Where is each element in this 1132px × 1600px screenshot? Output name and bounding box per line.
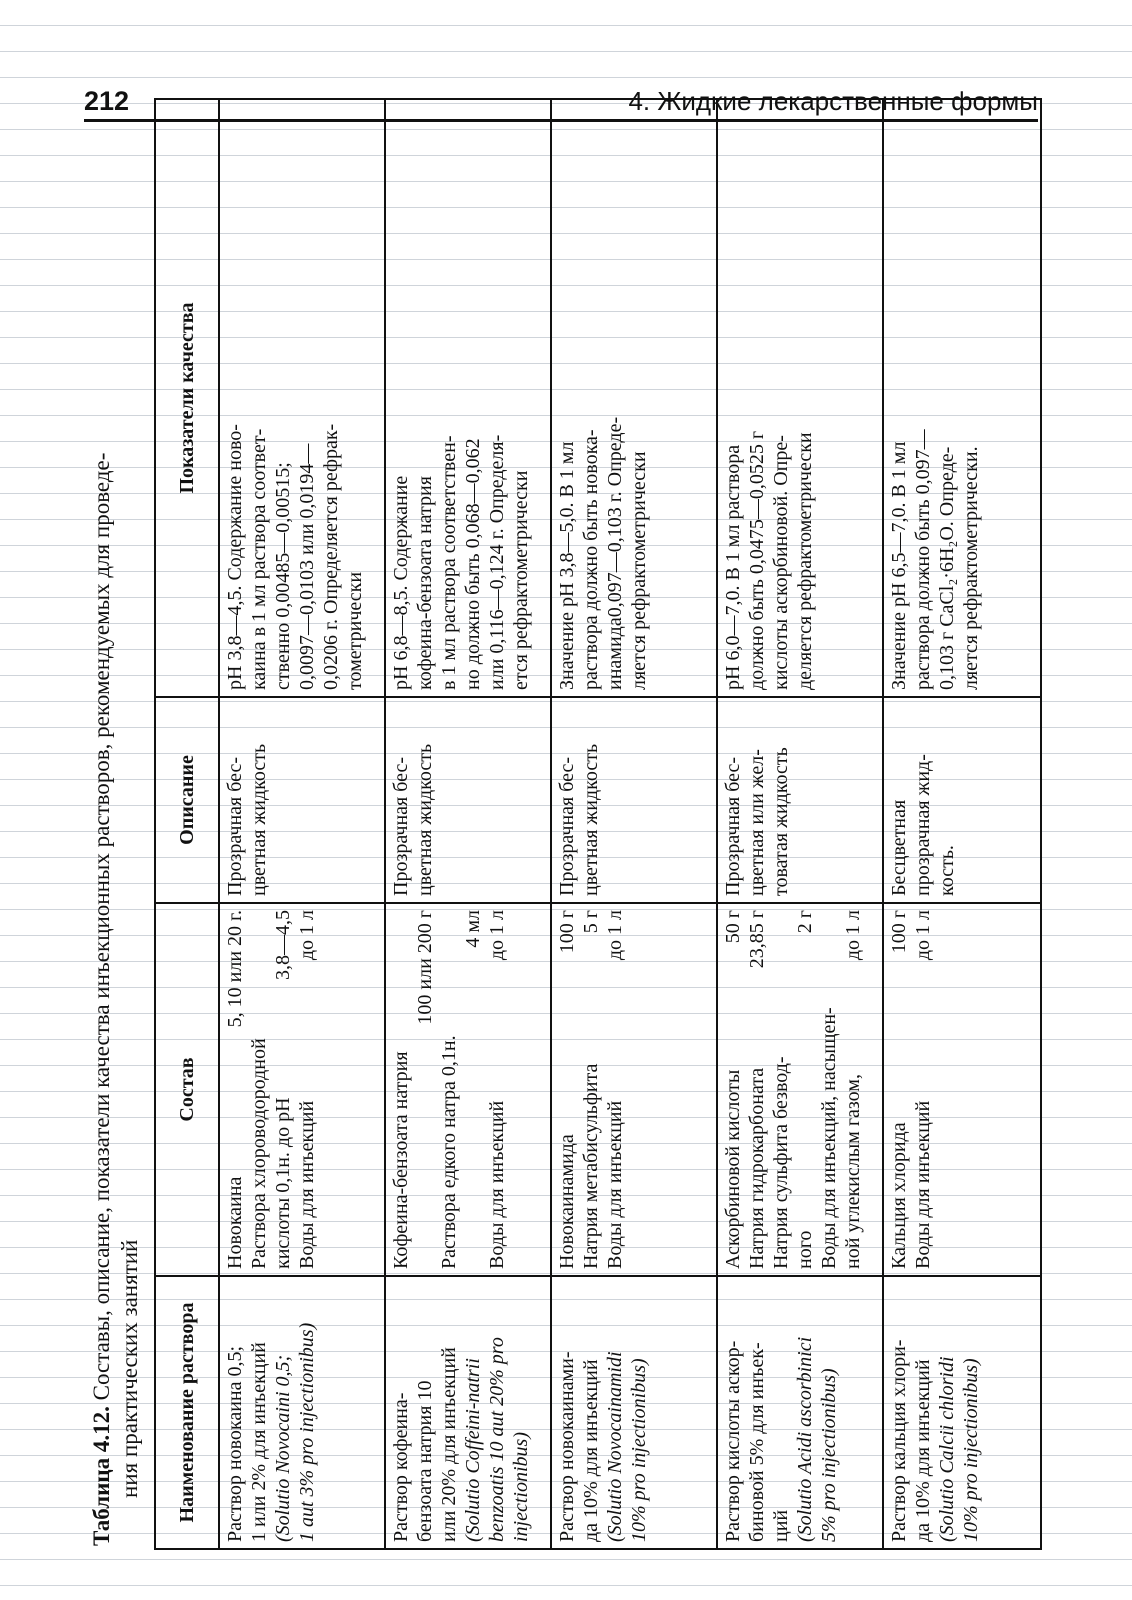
ingredient-name: Раствора хлороводородной [248, 1038, 270, 1269]
description-line: прозрачная жид- [912, 754, 934, 896]
ingredient-name: Кальция хлорида [888, 1122, 910, 1269]
description-line: цветная или жел- [746, 749, 768, 896]
ingredient-name: ной углекислым газом, [842, 1074, 864, 1269]
solution-name-line: Раствор новокаинами- [556, 1351, 578, 1542]
ingredient-quantity: до 1 л [912, 910, 934, 961]
ingredient-name: Новокаина [224, 1176, 246, 1269]
latin-name-line: (Solutio Novocainamidi [604, 1351, 626, 1542]
table-row [717, 99, 883, 1549]
cell-quality [219, 99, 385, 697]
quality-line: кислоты аскорбиновой. Опре- [770, 435, 792, 690]
solution-name-line: Раствор кальция хлори- [888, 1339, 910, 1542]
latin-name-line: 5% pro injectionibus) [818, 1368, 840, 1542]
composition-line [223, 910, 247, 1269]
ingredient-quantity: 50 г [722, 910, 744, 944]
quality-line: Значение рН 3,8—5,0. В 1 мл [556, 441, 578, 690]
ingredient-name: Новокаинамида [556, 1134, 578, 1269]
page-number: 212 [84, 86, 130, 116]
caption-line-2: ния практических занятий [117, 1239, 142, 1498]
table-caption [88, 100, 154, 1550]
description-line: Бесцветная [888, 799, 910, 896]
description-line: цветная жидкость [580, 743, 602, 896]
composition-line [745, 910, 769, 1269]
quality-line: Значение рН 6,5—7,0. В 1 мл [888, 441, 910, 690]
table-header-row [155, 99, 219, 1549]
table-row [385, 99, 551, 1549]
table-row [551, 99, 717, 1549]
quality-line: ляется рефрактометрически. [960, 446, 982, 690]
latin-name-line: (Solutio Coffeini-natrii [462, 1358, 484, 1542]
cell-solution-name [219, 1276, 385, 1549]
ingredient-name: Воды для инъекций, насыщен- [818, 1007, 840, 1269]
header-name: Наименование раствора [155, 1276, 219, 1549]
cell-quality [551, 99, 717, 697]
composition-line [555, 910, 579, 1269]
cell-description [717, 697, 883, 903]
ingredient-quantity: 3,8—4,5 [272, 910, 294, 980]
ingredient-name: Аскорбиновой кислоты [722, 1069, 744, 1269]
cell-solution-name [883, 1276, 1041, 1549]
ingredient-name: Натрия метабисульфита [580, 1063, 602, 1269]
composition-line [887, 910, 911, 1269]
quality-line: ляется рефрактометрически [628, 451, 650, 690]
quality-line: 0,0097—0,0103 или 0,0194— [296, 443, 318, 690]
ingredient-name: кислоты 0,1н. до рН [272, 1097, 294, 1269]
ingredient-quantity: 100 г [888, 910, 910, 954]
description-line: Прозрачная бес- [224, 756, 246, 896]
quality-line: рН 3,8—4,5. Содержание ново- [224, 424, 246, 690]
description-line: Прозрачная бес- [390, 756, 412, 896]
description-line: кость. [936, 845, 958, 896]
composition-line [603, 910, 627, 1269]
caption-label: Таблица 4.12. [89, 1406, 114, 1546]
quality-line: должно быть 0,0475—0,0525 г [746, 430, 768, 690]
quality-line: деляется рефрактометрически [794, 432, 816, 690]
ingredient-quantity: до 1 л [486, 910, 508, 961]
cell-solution-name [551, 1276, 717, 1549]
latin-name-line: (Solutio Acidi ascorbinici [794, 1336, 816, 1542]
composition-line [485, 910, 509, 1269]
ingredient-quantity: 5 г [580, 910, 602, 934]
cell-composition [883, 903, 1041, 1276]
ingredient-quantity: 100 г [556, 910, 578, 954]
cell-composition [219, 903, 385, 1276]
composition-line [721, 910, 745, 1269]
cell-solution-name [385, 1276, 551, 1549]
latin-name-line: 10% pro injectionibus) [960, 1358, 982, 1542]
description-line: товатая жидкость [770, 747, 792, 896]
ingredient-quantity: 100 или 200 г [414, 910, 436, 1025]
cell-solution-name [717, 1276, 883, 1549]
description-line: цветная жидкость [414, 743, 436, 896]
composition-line [271, 910, 295, 1269]
ingredient-name: ного [794, 1230, 816, 1269]
ingredient-quantity: 23,85 г [746, 910, 768, 969]
ingredient-quantity: 5, 10 или 20 г. [224, 910, 246, 1028]
quality-line: ственно 0,00485—0,00515; [272, 462, 294, 690]
chapter-title: 4. Жидкие лекарственные формы [628, 86, 1038, 116]
composition-line [841, 910, 865, 1269]
header-composition: Состав [155, 903, 219, 1276]
solution-name-line: 1 или 2% для инъекций [248, 1342, 270, 1542]
table-row [219, 99, 385, 1549]
quality-line: раствора должно быть 0,097— [912, 429, 934, 690]
cell-quality [385, 99, 551, 697]
quality-line: кофеина-бензоата натрия [414, 476, 436, 690]
header-description: Описание [155, 697, 219, 903]
latin-name-line: 1 aut 3% pro injectionibus) [296, 1322, 318, 1542]
solution-name-line: Раствор кофеина- [390, 1392, 412, 1542]
solution-name-line: Раствор новокаина 0,5; [224, 1345, 246, 1542]
cell-description [883, 697, 1041, 903]
cell-composition [385, 903, 551, 1276]
quality-line: 0,103 г CaCl₂·6H₂O. Опреде- [936, 446, 958, 690]
solution-name-line: ций [770, 1509, 792, 1542]
ingredient-name: Воды для инъекций [296, 1100, 318, 1269]
solution-name-line: или 20% для инъекций [438, 1347, 460, 1542]
latin-name-line: 10% pro injectionibus) [628, 1358, 650, 1542]
cell-composition [551, 903, 717, 1276]
latin-name-line: injectionibus) [510, 1432, 532, 1542]
ingredient-quantity: до 1 л [604, 910, 626, 961]
ingredient-name: Натрия сульфита безвод- [770, 1056, 792, 1269]
cell-description [219, 697, 385, 903]
cell-quality [717, 99, 883, 697]
quality-line: инамида0,097—0,103 г. Опреде- [604, 416, 626, 690]
description-line: Прозрачная бес- [556, 756, 578, 896]
solutions-table [154, 98, 1042, 1550]
header-quality: Показатели качества [155, 99, 219, 697]
solution-name-line: да 10% для инъекций [580, 1359, 602, 1542]
solution-name-line: бензоата натрия 10 [414, 1380, 436, 1542]
quality-line: или 0,116—0,124 г. Определя- [486, 434, 508, 690]
quality-line: но должно быть 0,068—0,062 [462, 438, 484, 690]
ingredient-name: Воды для инъекций [912, 1100, 934, 1269]
quality-line: тометрически [344, 571, 366, 690]
cell-composition [717, 903, 883, 1276]
ingredient-name: Натрия гидрокарбоната [746, 1067, 768, 1269]
latin-name-line: (Solutio Calcii chloridi [936, 1356, 958, 1542]
composition-line [295, 910, 319, 1269]
ingredient-name: Раствора едкого натра 0,1н. [438, 1035, 460, 1269]
cell-description [551, 697, 717, 903]
ingredient-quantity: 4 мл [462, 910, 484, 948]
ingredient-name: Воды для инъекций [604, 1100, 626, 1269]
cell-quality [883, 99, 1041, 697]
ingredient-name: Воды для инъекций [486, 1100, 508, 1269]
ingredient-quantity: 2 г [794, 910, 816, 934]
solution-name-line: да 10% для инъекций [912, 1359, 934, 1542]
table-row [883, 99, 1041, 1549]
ingredient-name: Кофеина-бензоата натрия [390, 1051, 412, 1269]
solution-name-line: Раствор кислоты аскор- [722, 1340, 744, 1542]
quality-line: в 1 мл раствора соответствен- [438, 435, 460, 690]
caption-line-1: Составы, описание, показатели качества инъекционных растворов, рекомендуемых для проведе- [89, 452, 114, 1401]
ingredient-quantity: до 1 л [296, 910, 318, 961]
rotated-table-block [88, 100, 1028, 1550]
latin-name-line: benzoatis 10 aut 20% pro [486, 1337, 508, 1542]
cell-description [385, 697, 551, 903]
quality-line: рН 6,0—7,0. В 1 мл раствора [722, 444, 744, 690]
ingredient-quantity: до 1 л [842, 910, 864, 961]
composition-line [579, 910, 603, 1269]
latin-name-line: (Solutio Novocaini 0,5; [272, 1354, 294, 1542]
quality-line: ется рефрактометрически [510, 470, 532, 690]
composition-line [793, 910, 817, 1269]
quality-line: раствора должно быть новока- [580, 429, 602, 690]
quality-line: рН 6,8—8,5. Содержание [390, 475, 412, 690]
description-line: Прозрачная бес- [722, 756, 744, 896]
solution-name-line: биновой 5% для инъек- [746, 1342, 768, 1542]
quality-line: каина в 1 мл раствора соответ- [248, 428, 270, 690]
composition-line [911, 910, 935, 1269]
description-line: цветная жидкость [248, 743, 270, 896]
quality-line: 0,0206 г. Определяется рефрак- [320, 423, 342, 690]
